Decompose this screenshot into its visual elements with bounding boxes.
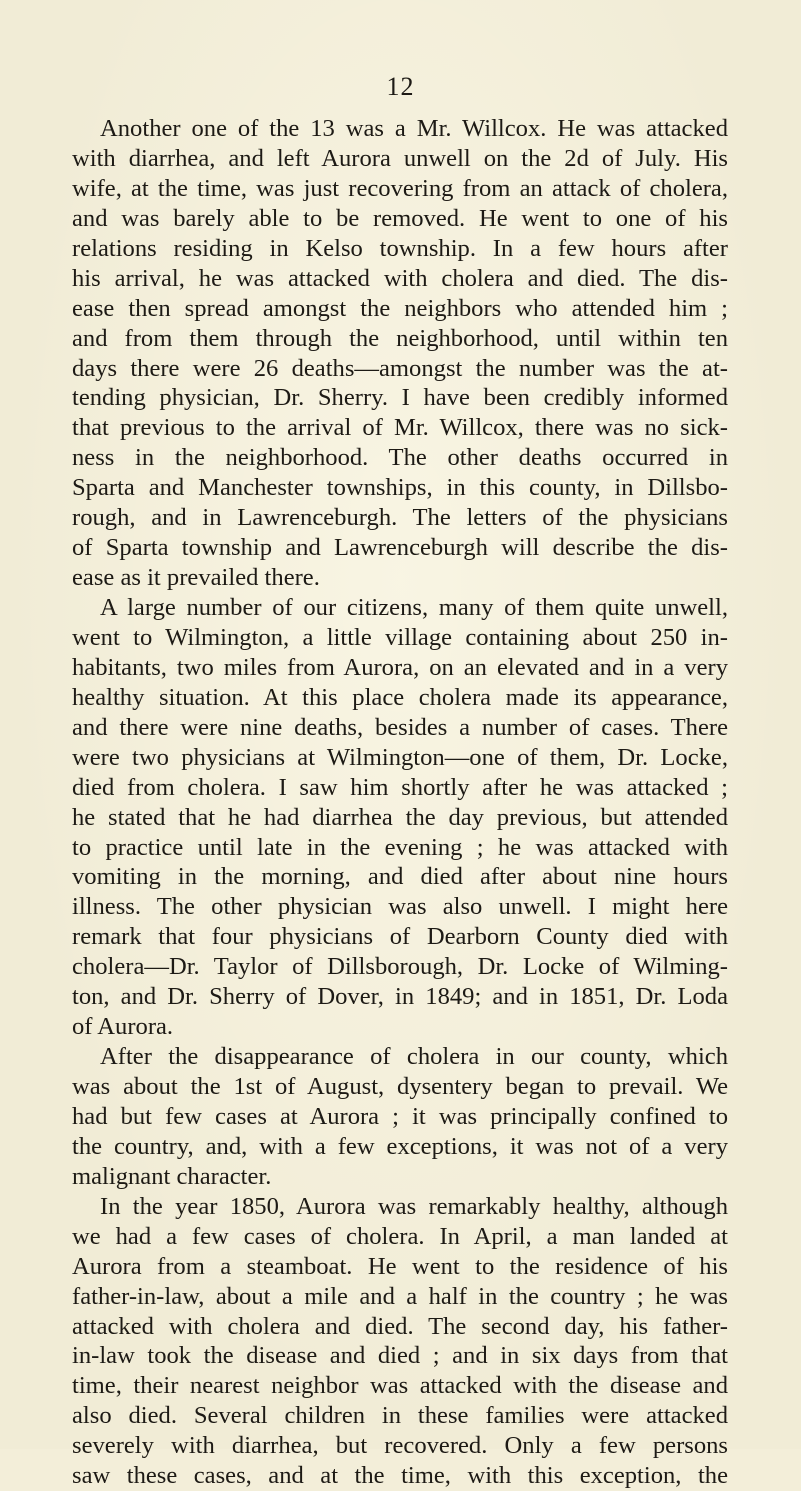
text-line: died from cholera. I saw him shortly after he was attacked ; [72, 773, 728, 801]
text-line: tending physician, Dr. Sherry. I have been credibly informed [72, 384, 728, 412]
text-line: attacked with cholera and died. The second day, his father- [72, 1312, 728, 1340]
text-line: A large number of our citizens, many of them quite unwell, [100, 594, 728, 621]
text-line: In the year 1850, Aurora was remarkably healthy, although [100, 1192, 728, 1220]
text-line: wife, at the time, was just recovering from an attack of cholera, [72, 174, 728, 202]
text-line: had but few cases at Aurora ; it was principally confined to [72, 1102, 728, 1130]
text-line: to practice until late in the evening ; he was attacked with [72, 833, 728, 861]
text-line: and there were nine deaths, besides a number of cases. There [72, 713, 728, 741]
page-number: 12 [386, 72, 415, 101]
text-line: relations residing in Kelso township. In a few hours after [72, 234, 728, 262]
text-line: father-in-law, about a mile and a half in the country ; he was [72, 1282, 728, 1310]
text-line: Sparta and Manchester townships, in this county, in Dillsbo- [72, 474, 728, 502]
text-line: with diarrhea, and left Aurora unwell on the 2d of July. His [72, 144, 728, 172]
text-line: habitants, two miles from Aurora, on an elevated and in a very [72, 653, 728, 681]
text-line: saw these cases, and at the time, with this exception, the [72, 1462, 728, 1490]
text-line: he stated that he had diarrhea the day previous, but attended [72, 803, 728, 831]
text-line: in-law took the disease and died ; and in six days from that [72, 1342, 728, 1370]
text-line: his arrival, he was attacked with cholera and died. The dis- [72, 264, 728, 292]
text-line: ease as it prevailed there. [72, 564, 320, 592]
text-line: remark that four physicians of Dearborn County died with [72, 923, 728, 951]
text-line: days there were 26 deaths—amongst the number was the at- [72, 354, 728, 382]
text-line: time, their nearest neighbor was attacked with the disease and [72, 1372, 728, 1400]
text-line: of Sparta township and Lawrenceburgh will describe the dis- [72, 534, 728, 562]
text-line: rough, and in Lawrenceburgh. The letters of the physicians [72, 504, 728, 532]
text-line: illness. The other physician was also unwell. I might here [72, 893, 728, 921]
body-text [72, 114, 728, 1491]
paragraph [72, 1192, 728, 1491]
text-line: the country, and, with a few exceptions, it was not of a very [72, 1132, 728, 1160]
text-line: Aurora from a steamboat. He went to the residence of his [72, 1252, 728, 1280]
text-line: and was barely able to be removed. He went to one of his [72, 204, 728, 232]
text-line: malignant character. [72, 1162, 272, 1190]
text-line: that previous to the arrival of Mr. Willcox, there was no sick- [72, 414, 728, 442]
paragraph [72, 1042, 728, 1192]
paragraph [72, 593, 728, 1042]
text-line: vomiting in the morning, and died after about nine hours [72, 863, 728, 891]
text-line: went to Wilmington, a little village containing about 250 in- [72, 623, 728, 651]
text-line: and from them through the neighborhood, until within ten [72, 324, 728, 352]
text-line: After the disappearance of cholera in our county, which [100, 1043, 728, 1071]
text-line: healthy situation. At this place cholera made its appearance, [72, 683, 728, 711]
text-line: was about the 1st of August, dysentery began to prevail. We [72, 1073, 728, 1100]
text-line: we had a few cases of cholera. In April, a man landed at [72, 1222, 728, 1250]
text-line: severely with diarrhea, but recovered. Only a few persons [72, 1432, 728, 1460]
text-line: ease then spread amongst the neighbors who attended him ; [72, 294, 728, 322]
text-line: were two physicians at Wilmington—one of them, Dr. Locke, [72, 743, 728, 771]
paragraph [72, 114, 728, 593]
text-line: also died. Several children in these families were attacked [72, 1402, 728, 1430]
text-line: cholera—Dr. Taylor of Dillsborough, Dr. Locke of Wilming- [72, 953, 728, 981]
text-line: Another one of the 13 was a Mr. Willcox. He was attacked [100, 115, 728, 142]
text-line: ness in the neighborhood. The other deaths occurred in [72, 444, 728, 472]
text-line: ton, and Dr. Sherry of Dover, in 1849; and in 1851, Dr. Loda [72, 983, 728, 1011]
text-line: of Aurora. [72, 1013, 174, 1041]
